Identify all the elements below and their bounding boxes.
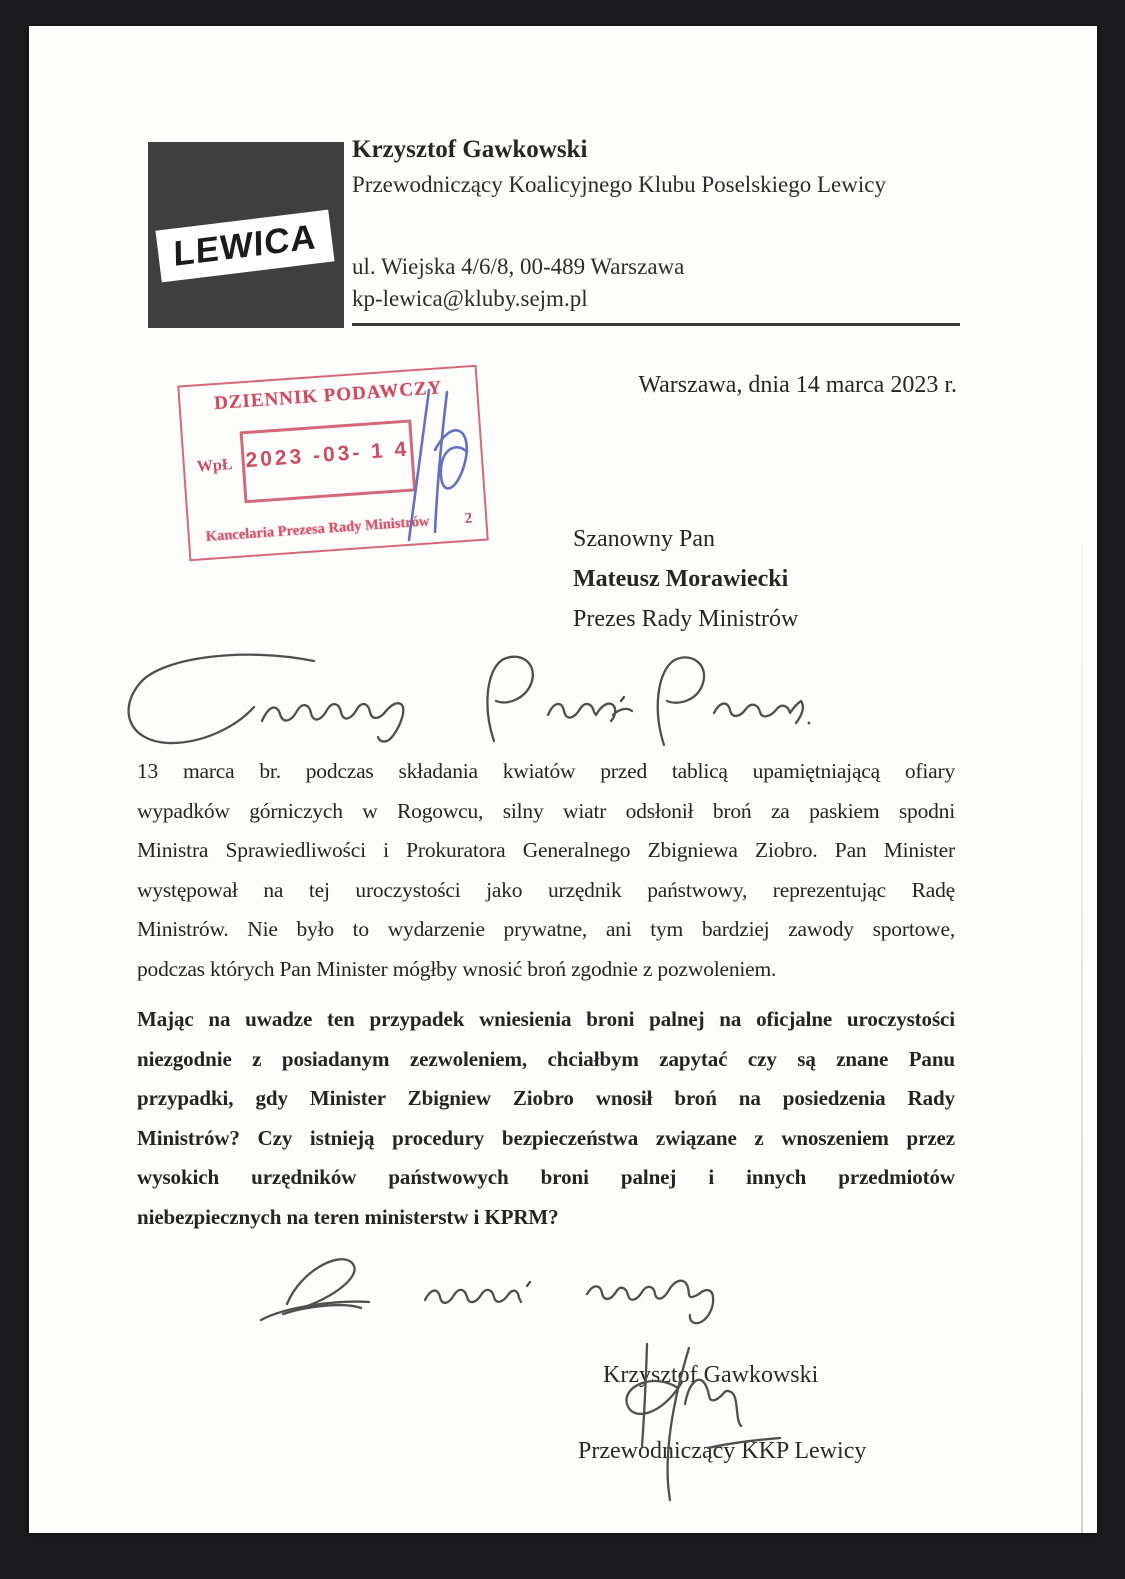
handwritten-closing bbox=[257, 1244, 777, 1330]
body-line: wysokich urzędników państwowych broni palnej i innych przedmiotów bbox=[137, 1165, 955, 1190]
recipient-title: Prezes Rady Ministrów bbox=[573, 606, 799, 632]
letter-page bbox=[29, 26, 1097, 1533]
body-line: Ministrów? Czy istnieją procedury bezpieczeństwa związane z wnoszeniem przez bbox=[137, 1125, 955, 1150]
city-date-line: Warszawa, dnia 14 marca 2023 r. bbox=[638, 372, 957, 398]
body-paragraph-1 bbox=[137, 752, 955, 990]
handwritten-greeting bbox=[104, 651, 814, 751]
sender-name: Krzysztof Gawkowski bbox=[352, 136, 588, 163]
scan-artifact-line bbox=[1081, 546, 1083, 1533]
signatory-role: Przewodniczący KKP Lewicy bbox=[578, 1438, 867, 1464]
stamp-date-box bbox=[240, 419, 417, 503]
body-line: niebezpiecznych na teren ministerstw i KPRM? bbox=[137, 1204, 559, 1229]
lewica-logo-band bbox=[155, 210, 334, 283]
lewica-logo-text: LEWICA bbox=[173, 217, 317, 274]
body-line: Mając na uwadze ten przypadek wniesienia broni palnej na oficjalne uroczystości bbox=[137, 1007, 955, 1031]
header-divider bbox=[352, 323, 960, 326]
recipient-name: Mateusz Morawiecki bbox=[573, 566, 789, 592]
body-line: niezgodnie z posiadanym zezwoleniem, chciałbym zapytać czy są znane Panu bbox=[137, 1046, 955, 1071]
body-paragraph-2 bbox=[137, 1000, 955, 1238]
stamp-date: 2023 -03- 1 4 bbox=[244, 437, 410, 473]
sender-address: ul. Wiejska 4/6/8, 00-489 Warszawa bbox=[352, 254, 685, 279]
lewica-logo bbox=[148, 142, 344, 328]
stamp-office: Kancelaria Prezesa Rady Ministrów bbox=[205, 513, 430, 546]
signature-scribble bbox=[590, 1336, 790, 1506]
sender-title: Przewodniczący Koalicyjnego Klubu Poselskiego Lewicy bbox=[352, 172, 886, 197]
stamp-title: DZIENNIK PODAWCZY bbox=[213, 377, 444, 415]
body-line: Ministrów. Nie było to wydarzenie prywatne, ani tym bardziej zawody sportowe, bbox=[137, 917, 955, 942]
body-line: 13 marca br. podczas składania kwiatów przed tablicą upamiętniającą ofiary bbox=[137, 759, 955, 783]
stamp-received-label: WpŁ bbox=[196, 456, 234, 476]
stamp-number: 2 bbox=[464, 510, 473, 527]
stamp-paraph-scribble bbox=[395, 386, 487, 548]
body-line: występował na tej uroczystości jako urzędnik państwowy, reprezentując Radę bbox=[137, 877, 955, 902]
body-line: Ministra Sprawiedliwości i Prokuratora Generalnego Zbigniewa Ziobro. Pan Minister bbox=[137, 838, 955, 863]
signatory-name: Krzysztof Gawkowski bbox=[603, 1362, 819, 1388]
body-line: podczas których Pan Minister mógłby wnosić broń zgodnie z pozwoleniem. bbox=[137, 956, 777, 981]
body-line: wypadków górniczych w Rogowcu, silny wiatr odsłonił broń za paskiem spodni bbox=[137, 798, 955, 823]
body-line: przypadki, gdy Minister Zbigniew Ziobro wnosił broń na posiedzenia Rady bbox=[137, 1086, 955, 1111]
sender-email: kp-lewica@kluby.sejm.pl bbox=[352, 286, 588, 311]
recipient-salutation: Szanowny Pan bbox=[573, 526, 715, 552]
